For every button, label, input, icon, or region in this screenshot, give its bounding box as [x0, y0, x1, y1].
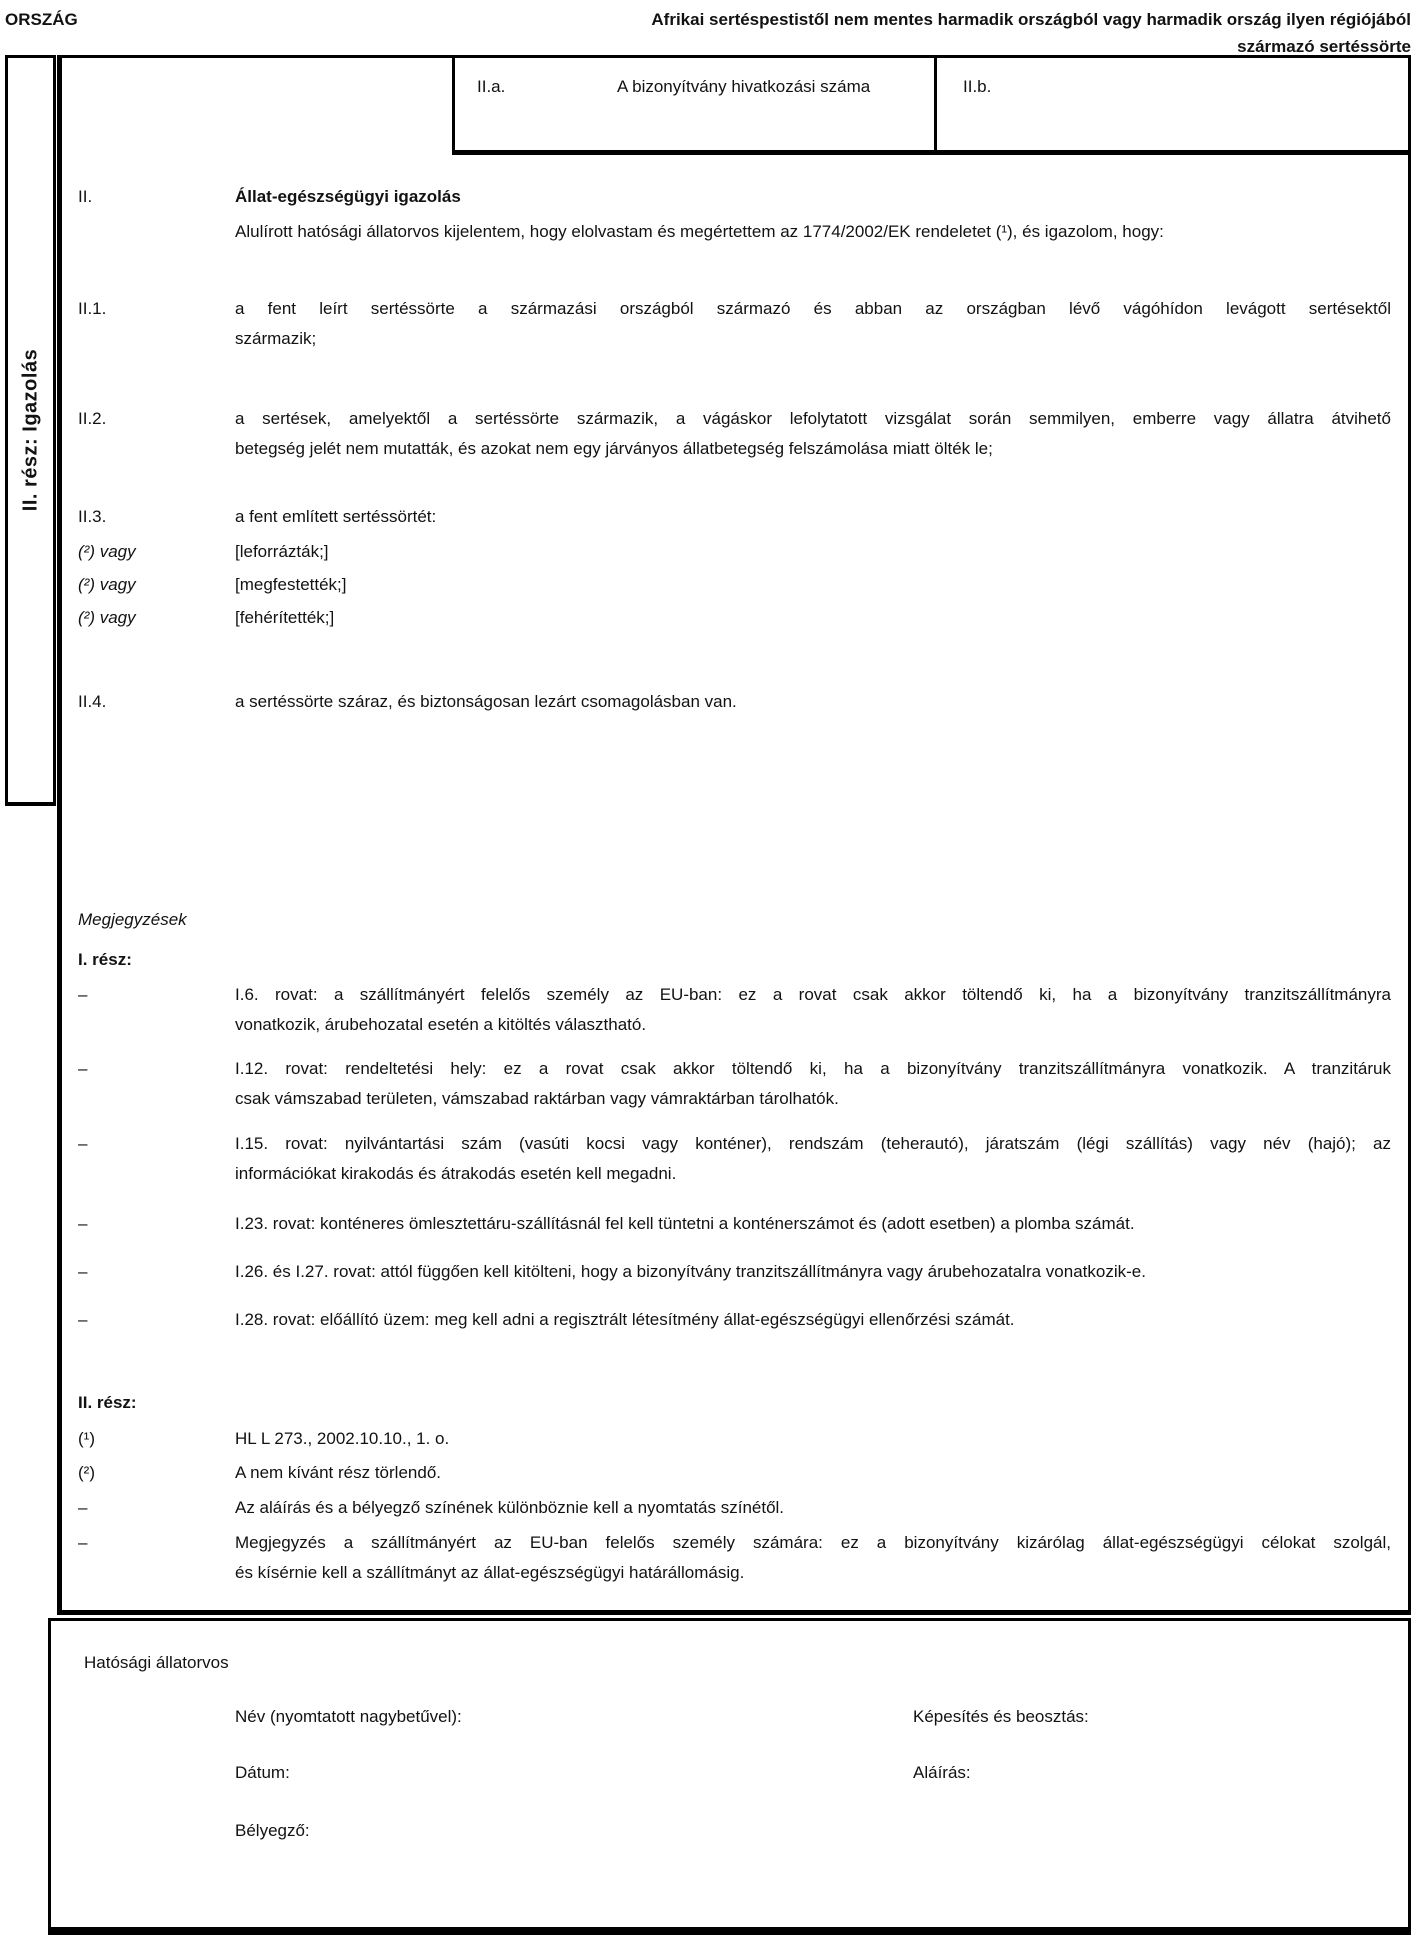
signature-label: Aláírás:	[913, 1763, 971, 1782]
cert-item-number: II.3.	[78, 507, 107, 526]
note-bullet: –	[78, 1059, 88, 1078]
cert-item-text: a fent említett sertéssörtét:	[235, 507, 437, 526]
footnote-marker: –	[78, 1498, 88, 1517]
cert-item-number: II.4.	[78, 692, 107, 711]
footnote-marker: (¹)	[78, 1429, 95, 1448]
certificate-title	[300, 6, 1411, 60]
option-text: [fehérítették;]	[235, 608, 335, 627]
part2-sidebar	[5, 55, 56, 806]
option-text: [leforrázták;]	[235, 542, 329, 561]
footnote-text: Az aláírás és a bélyegző színének különböznie kell a nyomtatás színétől.	[235, 1498, 785, 1517]
note-bullet: –	[78, 1214, 88, 1233]
footnote-text: HL L 273., 2002.10.10., 1. o.	[235, 1429, 450, 1448]
note-text: I.26. és I.27. rovat: attól függően kell kitölteni, hogy a bizonyítvány tranzitszállítmányra vagy árubehozatalra vonatkozik-e.	[235, 1262, 1146, 1281]
cert-item-text: a sertéssörte száraz, és biztonságosan lezárt csomagolásban van.	[235, 692, 737, 711]
option-marker: (²) vagy	[78, 575, 136, 594]
part2-sidebar-label: II. rész: Igazolás	[19, 348, 41, 512]
note-bullet: –	[78, 985, 88, 1004]
cert-item-text: a fent leírt sertéssörte a származási országból származó és abban az országban lévő vágóhídon levágott sertésektől származik;	[235, 299, 1391, 348]
section-ii-number: II.	[78, 187, 93, 206]
official-vet-heading: Hatósági állatorvos	[84, 1653, 229, 1672]
part2-heading: II. rész:	[78, 1393, 137, 1412]
certificate-body-box	[57, 55, 1411, 1615]
note-bullet: –	[78, 1262, 88, 1281]
option-marker: (²) vagy	[78, 608, 136, 627]
section-ii-title: Állat-egészségügyi igazolás	[235, 187, 461, 206]
cert-item-text: a sertések, amelyektől a sertéssörte származik, a vágáskor lefolytatott vizsgálat során semmilyen, emberre vagy állatra átvihető betegség jelét nem mutatták, és azokat nem egy járványos állatbetegség felszámolása miatt ölték le;	[235, 409, 1391, 458]
footnote-text: A nem kívánt rész törlendő.	[235, 1463, 441, 1482]
cell-iib	[934, 55, 1411, 155]
cell-iib-number: II.b.	[963, 77, 992, 96]
cell-iia-number: II.a.	[477, 77, 506, 96]
qualification-label: Képesítés és beosztás:	[913, 1707, 1089, 1726]
cert-item-number: II.2.	[78, 409, 107, 428]
note-text: I.28. rovat: előállító üzem: meg kell adni a regisztrált létesítmény állat-egészségügyi ellenőrzési számát.	[235, 1310, 1015, 1329]
notes-heading: Megjegyzések	[78, 910, 187, 929]
date-label: Dátum:	[235, 1763, 290, 1782]
note-bullet: –	[78, 1310, 88, 1329]
cell-iia-label: A bizonyítvány hivatkozási száma	[617, 77, 871, 96]
footnote-marker: –	[78, 1533, 88, 1552]
reference-table	[452, 55, 1411, 155]
note-text: I.12. rovat: rendeltetési hely: ez a rovat csak akkor töltendő ki, ha a bizonyítvány tranzitszállítmányra vonatkozik. A tranzitáruk csak vámszabad területen, vámszabad raktárban vagy vámraktárban tárolhatók.	[235, 1059, 1391, 1108]
stamp-label: Bélyegző:	[235, 1821, 310, 1840]
note-text: I.23. rovat: konténeres ömlesztettáru-szállításnál fel kell tüntetni a konténerszámot és (adott esetben) a plomba számát.	[235, 1214, 1135, 1233]
part1-heading: I. rész:	[78, 950, 132, 969]
certificate-title-line1: Afrikai sertéspestistől nem mentes harmadik országból vagy harmadik ország ilyen régiójából	[651, 10, 1411, 29]
name-label: Név (nyomtatott nagybetűvel):	[235, 1707, 462, 1726]
cell-iia	[452, 55, 934, 155]
note-bullet: –	[78, 1134, 88, 1153]
certification-intro: Alulírott hatósági állatorvos kijelentem, hogy elolvastam és megértettem az 1774/2002/EK rendeletet (¹), és igazolom, hogy:	[235, 222, 1164, 241]
option-text: [megfestették;]	[235, 575, 347, 594]
country-label: ORSZÁG	[5, 10, 78, 29]
note-text: I.6. rovat: a szállítmányért felelős személy az EU-ban: ez a rovat csak akkor töltendő ki, ha a bizonyítvány tranzitszállítmányra vonatkozik, árubehozatal esetén a kitöltés választható.	[235, 985, 1391, 1034]
footnote-marker: (²)	[78, 1463, 95, 1482]
footnote-text: Megjegyzés a szállítmányért az EU-ban felelős személy számára: ez a bizonyítvány kizárólag állat-egészségügyi célokat szolgál, és kísérnie kell a szállítmányt az állat-egészségügyi határállomásig.	[235, 1533, 1391, 1582]
cert-item-number: II.1.	[78, 299, 107, 318]
note-text: I.15. rovat: nyilvántartási szám (vasúti kocsi vagy konténer), rendszám (teherautó), járatszám (légi szállítás) vagy név (hajó); az információkat kirakodás és átrakodás esetén kell megadni.	[235, 1134, 1391, 1183]
option-marker: (²) vagy	[78, 542, 136, 561]
certificate-title-line2: származó sertéssörte	[1237, 37, 1411, 56]
